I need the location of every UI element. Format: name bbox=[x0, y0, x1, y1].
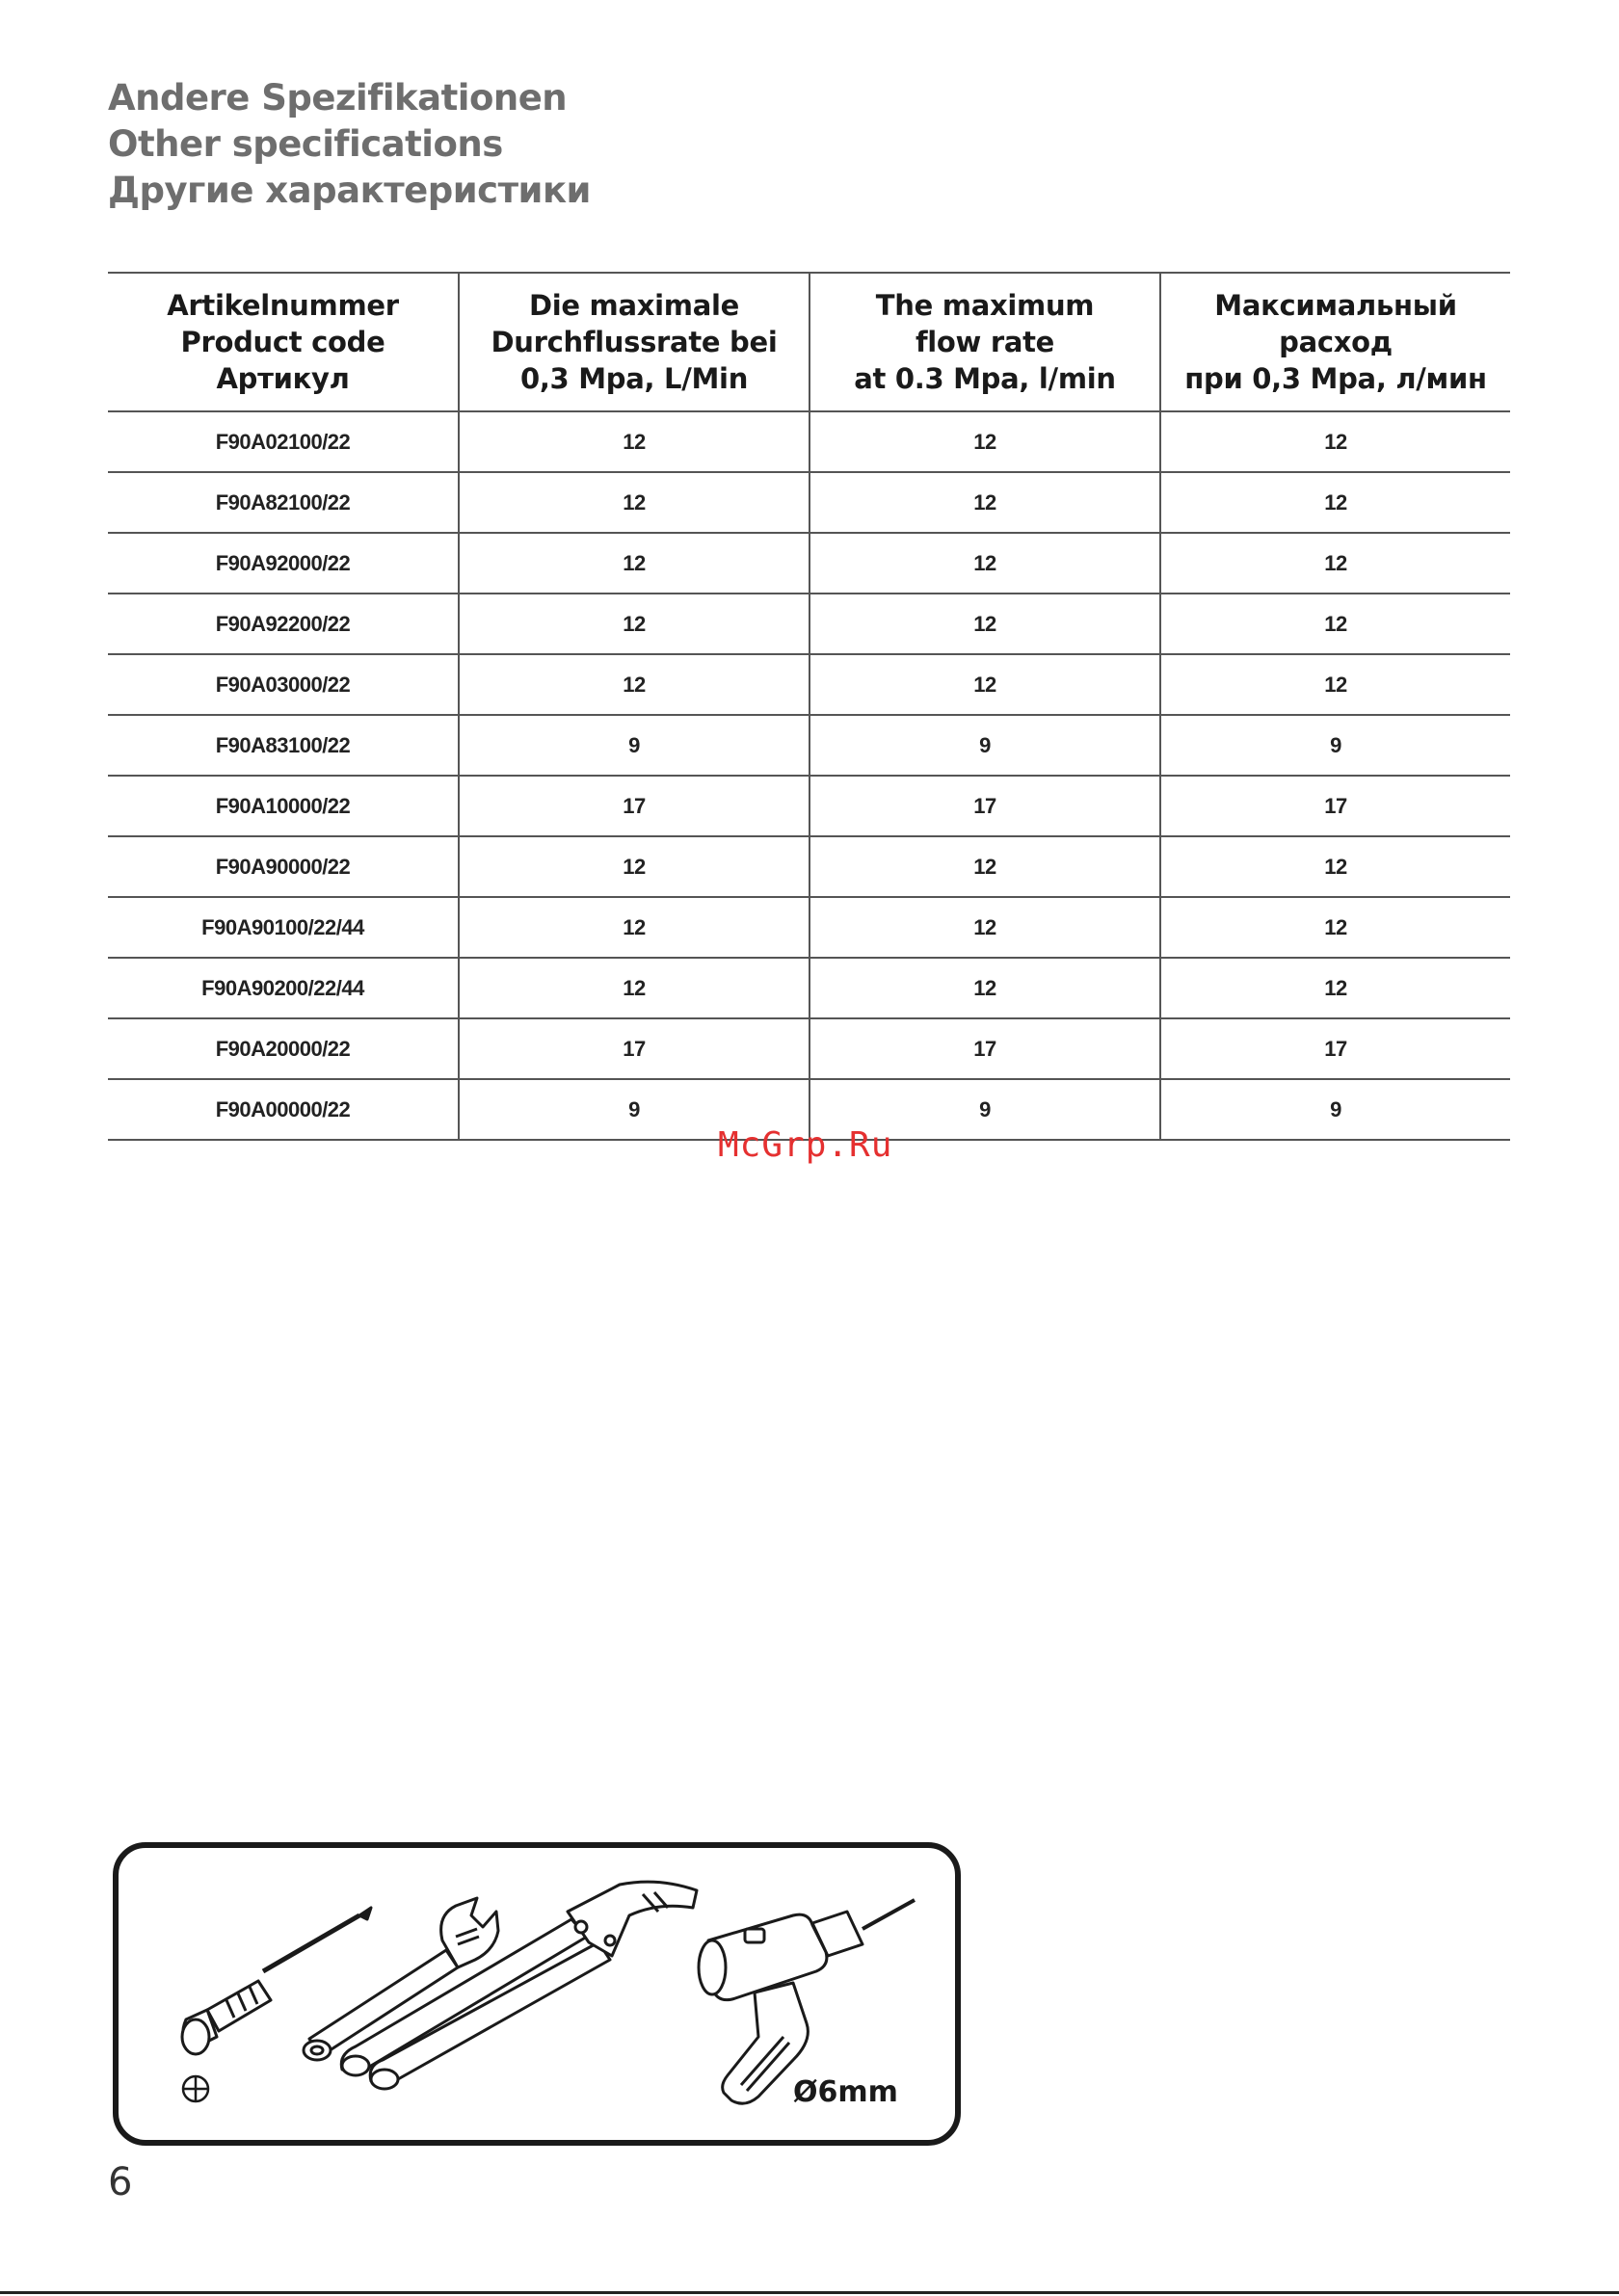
cell-product-code: F90A82100/22 bbox=[108, 472, 459, 533]
cell-product-code: F90A03000/22 bbox=[108, 654, 459, 715]
cell-flow-rate-de: 12 bbox=[459, 533, 810, 594]
cell-flow-rate-de: 12 bbox=[459, 654, 810, 715]
bottom-divider bbox=[0, 2291, 1619, 2294]
cell-flow-rate-de: 12 bbox=[459, 897, 810, 958]
table-row bbox=[108, 654, 1510, 715]
header-flow-rate-en: The maximum flow rate at 0.3 Mpa, l/min bbox=[810, 273, 1160, 411]
cell-flow-rate-ru: 17 bbox=[1160, 1018, 1510, 1079]
header-flow-rate-ru: Максимальный расход при 0,3 Mpa, л/мин bbox=[1160, 273, 1510, 411]
cell-flow-rate-de: 12 bbox=[459, 411, 810, 472]
cell-product-code: F90A92000/22 bbox=[108, 533, 459, 594]
power-drill-icon bbox=[699, 1900, 915, 2103]
cell-product-code: F90A90200/22/44 bbox=[108, 958, 459, 1018]
cell-product-code: F90A90000/22 bbox=[108, 836, 459, 897]
drill-bit-label: Ø6mm bbox=[793, 2075, 898, 2109]
cell-flow-rate-ru: 12 bbox=[1160, 958, 1510, 1018]
cell-flow-rate-en: 12 bbox=[810, 594, 1160, 654]
cell-flow-rate-ru: 9 bbox=[1160, 1079, 1510, 1140]
table-row bbox=[108, 776, 1510, 836]
cell-flow-rate-en: 12 bbox=[810, 654, 1160, 715]
cell-flow-rate-de: 9 bbox=[459, 715, 810, 776]
cell-flow-rate-ru: 17 bbox=[1160, 776, 1510, 836]
cell-flow-rate-en: 9 bbox=[810, 1079, 1160, 1140]
cell-flow-rate-en: 17 bbox=[810, 1018, 1160, 1079]
cell-flow-rate-en: 9 bbox=[810, 715, 1160, 776]
required-tools-panel bbox=[113, 1842, 961, 2146]
cell-flow-rate-en: 12 bbox=[810, 472, 1160, 533]
table-row bbox=[108, 958, 1510, 1018]
table-row bbox=[108, 836, 1510, 897]
cell-flow-rate-ru: 12 bbox=[1160, 836, 1510, 897]
header-product-code: Artikelnummer Product code Артикул bbox=[108, 273, 459, 411]
cell-flow-rate-ru: 9 bbox=[1160, 715, 1510, 776]
page-headings bbox=[108, 75, 591, 214]
table-header-row bbox=[108, 273, 1510, 411]
cell-product-code: F90A02100/22 bbox=[108, 411, 459, 472]
cell-product-code: F90A20000/22 bbox=[108, 1018, 459, 1079]
cell-product-code: F90A92200/22 bbox=[108, 594, 459, 654]
table-row bbox=[108, 411, 1510, 472]
cell-flow-rate-de: 17 bbox=[459, 1018, 810, 1079]
cell-flow-rate-ru: 12 bbox=[1160, 411, 1510, 472]
specifications-table bbox=[108, 272, 1510, 1141]
cell-flow-rate-ru: 12 bbox=[1160, 654, 1510, 715]
heading-en: Other specifications bbox=[108, 123, 503, 165]
phillips-head-symbol bbox=[183, 2076, 208, 2101]
cell-flow-rate-en: 17 bbox=[810, 776, 1160, 836]
cell-product-code: F90A10000/22 bbox=[108, 776, 459, 836]
cell-flow-rate-en: 12 bbox=[810, 836, 1160, 897]
table-row bbox=[108, 533, 1510, 594]
page-number: 6 bbox=[108, 2160, 133, 2204]
cell-flow-rate-de: 12 bbox=[459, 958, 810, 1018]
table-row bbox=[108, 1018, 1510, 1079]
cell-flow-rate-en: 12 bbox=[810, 533, 1160, 594]
cell-flow-rate-de: 9 bbox=[459, 1079, 810, 1140]
cell-flow-rate-ru: 12 bbox=[1160, 897, 1510, 958]
header-flow-rate-de: Die maximale Durchflussrate bei 0,3 Mpa, L/Min bbox=[459, 273, 810, 411]
cell-product-code: F90A83100/22 bbox=[108, 715, 459, 776]
cell-flow-rate-en: 12 bbox=[810, 897, 1160, 958]
cell-flow-rate-de: 17 bbox=[459, 776, 810, 836]
cell-flow-rate-de: 12 bbox=[459, 594, 810, 654]
table-row bbox=[108, 715, 1510, 776]
cell-flow-rate-ru: 12 bbox=[1160, 594, 1510, 654]
cell-flow-rate-en: 12 bbox=[810, 411, 1160, 472]
heading-ru: Другие характеристики bbox=[108, 170, 591, 211]
cell-flow-rate-en: 12 bbox=[810, 958, 1160, 1018]
cell-flow-rate-de: 12 bbox=[459, 472, 810, 533]
watermark: McGrp.Ru bbox=[718, 1125, 893, 1165]
cell-flow-rate-ru: 12 bbox=[1160, 472, 1510, 533]
table-row bbox=[108, 897, 1510, 958]
cell-product-code: F90A00000/22 bbox=[108, 1079, 459, 1140]
table-row bbox=[108, 472, 1510, 533]
heading-de: Andere Spezifikationen bbox=[108, 77, 568, 119]
cell-flow-rate-de: 12 bbox=[459, 836, 810, 897]
cell-product-code: F90A90100/22/44 bbox=[108, 897, 459, 958]
table-body bbox=[108, 411, 1510, 1140]
cell-flow-rate-ru: 12 bbox=[1160, 533, 1510, 594]
table-row bbox=[108, 594, 1510, 654]
